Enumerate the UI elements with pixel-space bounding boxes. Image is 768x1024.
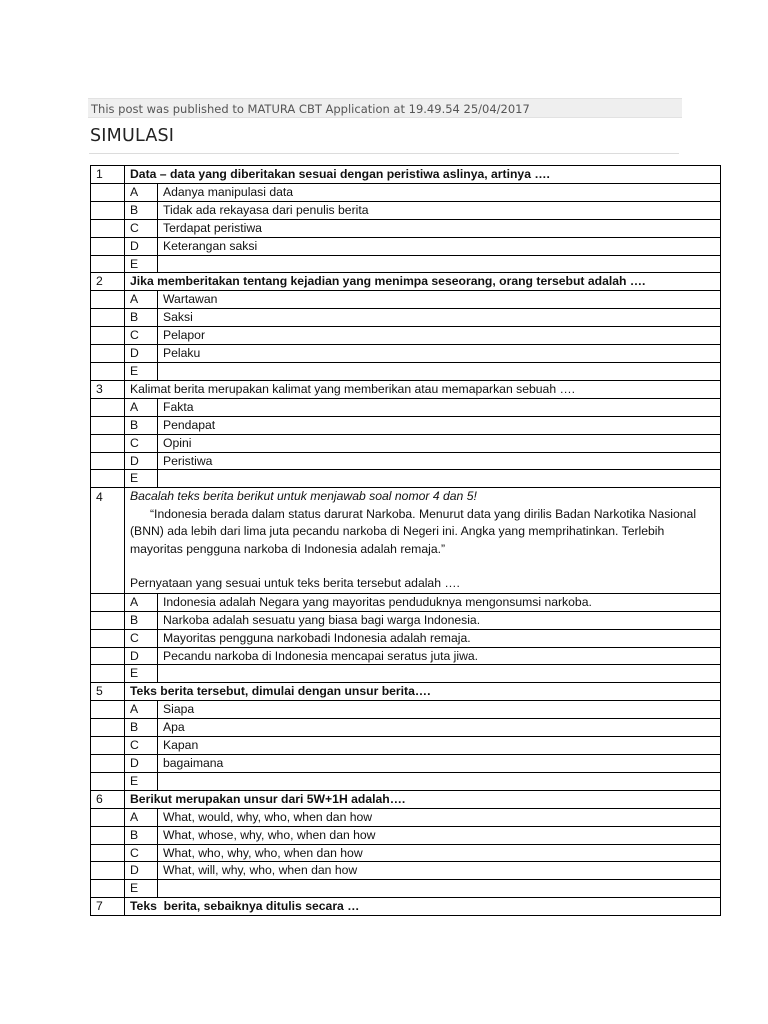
option-text — [158, 880, 721, 898]
option-letter: C — [125, 327, 158, 345]
option-text: Keterangan saksi — [158, 237, 721, 255]
option-letter: A — [125, 808, 158, 826]
question-text: Teks berita, sebaiknya ditulis secara … — [125, 898, 721, 916]
option-letter: D — [125, 237, 158, 255]
option-row — [91, 345, 721, 363]
question-number: 2 — [91, 273, 125, 291]
option-row — [91, 327, 721, 345]
option-text: What, who, why, who, when dan how — [158, 844, 721, 862]
question-text: Kalimat berita merupakan kalimat yang memberikan atau memaparkan sebuah …. — [125, 380, 721, 398]
option-letter: C — [125, 737, 158, 755]
option-text: Kapan — [158, 737, 721, 755]
option-text: Indonesia adalah Negara yang mayoritas penduduknya mengonsumsi narkoba. — [158, 593, 721, 611]
option-letter: A — [125, 183, 158, 201]
reading-instruction: Bacalah teks berita berikut untuk menjawab soal nomor 4 dan 5! — [130, 489, 477, 504]
option-row — [91, 844, 721, 862]
option-text: Tidak ada rekayasa dari penulis berita — [158, 201, 721, 219]
question-row — [91, 790, 721, 808]
option-letter: E — [125, 772, 158, 790]
question-number: 6 — [91, 790, 125, 808]
option-row — [91, 593, 721, 611]
option-row — [91, 219, 721, 237]
option-letter: E — [125, 470, 158, 488]
question-text: Teks berita tersebut, dimulai dengan unsur berita…. — [125, 683, 721, 701]
option-letter: B — [125, 309, 158, 327]
question-text: Pernyataan yang sesuai untuk teks berita tersebut adalah …. — [130, 576, 460, 591]
option-letter: E — [125, 362, 158, 380]
post-published-banner: This post was published to MATURA CBT Application at 19.49.54 25/04/2017 — [88, 98, 682, 118]
title-divider — [89, 153, 679, 154]
question-row — [91, 898, 721, 916]
option-letter: C — [125, 434, 158, 452]
option-row — [91, 880, 721, 898]
option-row — [91, 862, 721, 880]
option-letter: B — [125, 826, 158, 844]
news-passage: “Indonesia berada dalam status darurat Narkoba. Menurut data yang dirilis Badan Narkotika Nasional (BNN) ada lebih dari lima juta pecandu narkoba di Negeri ini. Angka yang memprihatinkan. Terlebih mayoritas pengguna narkoba di Indonesia adalah remaja.” — [130, 506, 697, 556]
question-passage-block — [125, 488, 721, 594]
question-number: 1 — [91, 166, 125, 184]
option-row — [91, 398, 721, 416]
option-text: Wartawan — [158, 291, 721, 309]
question-text: Berikut merupakan unsur dari 5W+1H adalah…. — [125, 790, 721, 808]
option-row — [91, 201, 721, 219]
option-text: Pelaku — [158, 345, 721, 363]
option-text: Apa — [158, 719, 721, 737]
option-letter: E — [125, 255, 158, 273]
option-row — [91, 772, 721, 790]
passage-spacer — [130, 558, 714, 575]
option-text: Saksi — [158, 309, 721, 327]
option-letter: A — [125, 593, 158, 611]
option-row — [91, 611, 721, 629]
option-text — [158, 665, 721, 683]
question-number: 5 — [91, 683, 125, 701]
option-row — [91, 737, 721, 755]
option-text — [158, 470, 721, 488]
option-text: Siapa — [158, 701, 721, 719]
option-row — [91, 362, 721, 380]
question-row — [91, 683, 721, 701]
option-row — [91, 470, 721, 488]
option-text — [158, 255, 721, 273]
option-letter: A — [125, 291, 158, 309]
option-text: Narkoba adalah sesuatu yang biasa bagi warga Indonesia. — [158, 611, 721, 629]
option-row — [91, 416, 721, 434]
option-row — [91, 719, 721, 737]
option-letter: E — [125, 665, 158, 683]
option-letter: D — [125, 452, 158, 470]
option-text: bagaimana — [158, 754, 721, 772]
option-row — [91, 291, 721, 309]
option-letter: C — [125, 844, 158, 862]
question-table — [90, 165, 721, 916]
option-letter: A — [125, 701, 158, 719]
option-letter: D — [125, 647, 158, 665]
option-letter: B — [125, 201, 158, 219]
option-row — [91, 754, 721, 772]
option-row — [91, 629, 721, 647]
option-text: Opini — [158, 434, 721, 452]
question-row — [91, 273, 721, 291]
question-number: 3 — [91, 380, 125, 398]
option-row — [91, 309, 721, 327]
option-text: Pecandu narkoba di Indonesia mencapai seratus juta jiwa. — [158, 647, 721, 665]
question-row — [91, 380, 721, 398]
option-text — [158, 362, 721, 380]
option-text: What, will, why, who, when dan how — [158, 862, 721, 880]
option-letter: C — [125, 219, 158, 237]
option-row — [91, 826, 721, 844]
option-letter: B — [125, 416, 158, 434]
option-row — [91, 647, 721, 665]
option-letter: D — [125, 862, 158, 880]
option-letter: C — [125, 629, 158, 647]
option-row — [91, 808, 721, 826]
option-text: Mayoritas pengguna narkobadi Indonesia adalah remaja. — [158, 629, 721, 647]
question-row — [91, 166, 721, 184]
option-row — [91, 237, 721, 255]
option-text: Pendapat — [158, 416, 721, 434]
option-letter: A — [125, 398, 158, 416]
option-row — [91, 183, 721, 201]
option-row — [91, 665, 721, 683]
question-text: Jika memberitakan tentang kejadian yang menimpa seseorang, orang tersebut adalah …. — [125, 273, 721, 291]
page-title: SIMULASI — [90, 126, 175, 146]
option-text: Fakta — [158, 398, 721, 416]
option-text: What, would, why, who, when dan how — [158, 808, 721, 826]
option-text: What, whose, why, who, when dan how — [158, 826, 721, 844]
option-letter: D — [125, 345, 158, 363]
option-row — [91, 452, 721, 470]
question-text: Data – data yang diberitakan sesuai dengan peristiwa aslinya, artinya …. — [125, 166, 721, 184]
option-row — [91, 701, 721, 719]
question-number: 4 — [91, 488, 125, 594]
option-letter: E — [125, 880, 158, 898]
question-number: 7 — [91, 898, 125, 916]
option-text: Pelapor — [158, 327, 721, 345]
option-text: Terdapat peristiwa — [158, 219, 721, 237]
question-row — [91, 488, 721, 594]
option-letter: B — [125, 611, 158, 629]
option-letter: B — [125, 719, 158, 737]
option-row — [91, 434, 721, 452]
option-text: Peristiwa — [158, 452, 721, 470]
option-text — [158, 772, 721, 790]
option-letter: D — [125, 754, 158, 772]
option-text: Adanya manipulasi data — [158, 183, 721, 201]
option-row — [91, 255, 721, 273]
